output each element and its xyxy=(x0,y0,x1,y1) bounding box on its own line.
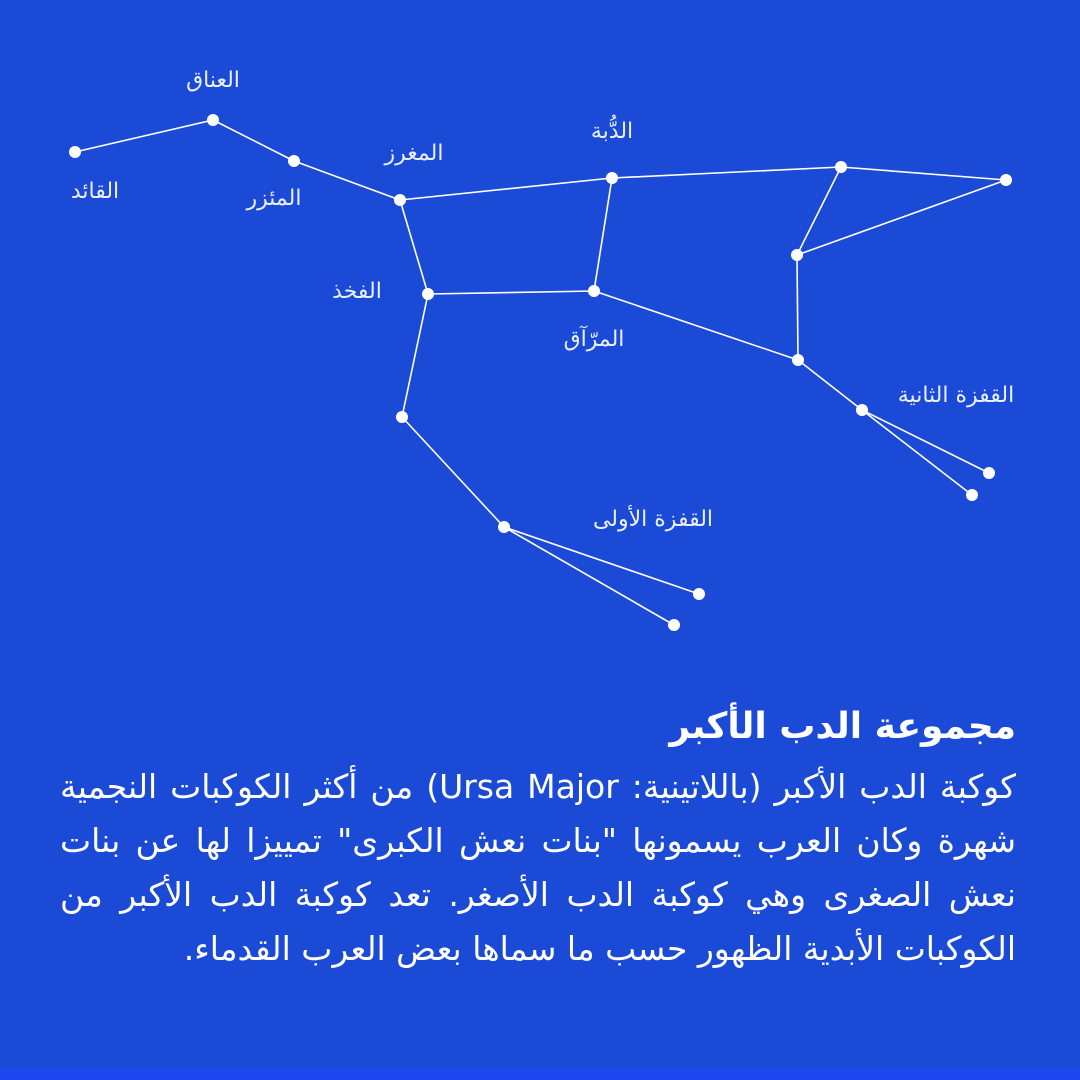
line-leg-qafza2 xyxy=(798,360,862,410)
label-aldubba: الدُّبة xyxy=(590,119,634,144)
star-qafza1 xyxy=(498,521,510,533)
line-alfakhdh-knee xyxy=(402,294,428,417)
star-almaghriz xyxy=(394,194,406,206)
description-paragraph: كوكبة الدب الأكبر (باللاتينية: Ursa Major) من أكثر الكوكبات النجمية شهرة وكان العرب يسمونها "بنات نعش الكبرى" تمييزا لها عن بنات نعش الصغرى وهي كوكبة الدب الأصغر. تعد كوكبة الدب الأكبر من الكوكبات الأبدية الظهور حسب ما سماها بعض العرب القدماء. xyxy=(60,767,1016,968)
label-alfakhdh: الفخذ xyxy=(332,279,382,304)
line-aldubba-almaraq xyxy=(594,178,612,291)
star-almaraq xyxy=(588,285,600,297)
star-qafza2 xyxy=(856,404,868,416)
line-alqaid-alanaq xyxy=(75,120,213,152)
line-qafza2-a xyxy=(862,410,989,473)
line-head-nose xyxy=(841,167,1006,180)
star-knee xyxy=(396,411,408,423)
description-block xyxy=(60,700,1016,976)
label-almizar: المئزر xyxy=(246,186,302,211)
line-alfakhdh-almaraq xyxy=(428,291,594,294)
star-qafza2-a xyxy=(983,467,995,479)
line-almaghriz-aldubba xyxy=(400,178,612,200)
label-almaraq: المرّآق xyxy=(563,327,625,352)
line-almaghriz-alfakhdh xyxy=(400,200,428,294)
star-qafza1-b xyxy=(668,619,680,631)
star-neck xyxy=(791,249,803,261)
star-leg xyxy=(792,354,804,366)
bottom-bar xyxy=(0,1068,1080,1080)
star-aldubba xyxy=(606,172,618,184)
star-alanaq xyxy=(207,114,219,126)
line-almaraq-leg xyxy=(594,291,798,360)
line-alanaq-almizar xyxy=(213,120,294,161)
label-alqafza-thaniya: القفزة الثانية xyxy=(897,383,1015,408)
star-alfakhdh xyxy=(422,288,434,300)
label-almaghriz: المغرز xyxy=(384,141,444,166)
constellation-labels xyxy=(71,68,1014,532)
star-alqaid xyxy=(69,146,81,158)
constellation-lines xyxy=(75,120,1006,625)
star-qafza1-a xyxy=(693,588,705,600)
star-qafza2-b xyxy=(966,489,978,501)
line-almizar-almaghriz xyxy=(294,161,400,200)
title: مجموعة الدب الأكبر xyxy=(669,706,1016,747)
line-neck-leg xyxy=(797,255,798,360)
line-aldubba-head xyxy=(612,167,841,178)
label-alanaq: العناق xyxy=(186,68,240,93)
constellation-stars xyxy=(69,114,1015,631)
star-nose xyxy=(1000,174,1012,186)
label-alqaid: القائد xyxy=(70,179,120,204)
star-head xyxy=(835,161,847,173)
star-almizar xyxy=(288,155,300,167)
label-alqafza-ula: القفزة الأولى xyxy=(592,507,714,532)
line-qafza2-b xyxy=(862,410,972,495)
line-knee-qafza1 xyxy=(402,417,504,527)
